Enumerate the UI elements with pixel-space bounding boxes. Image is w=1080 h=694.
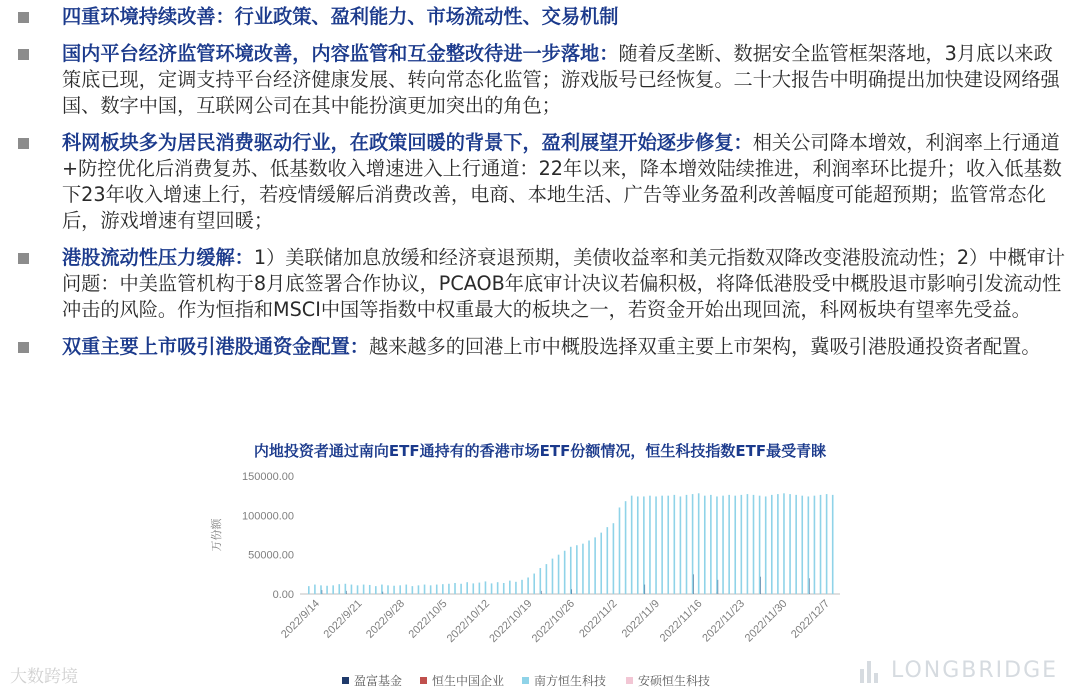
bullet-heading: 科网板块多为居民消费驱动行业，在政策回暖的背景下，盈利展望开始逐步修复： — [62, 131, 753, 154]
y-tick-label: 0.00 — [272, 589, 294, 601]
bar-nanfang-hstech — [424, 585, 426, 594]
bar-nanfang-hstech — [808, 496, 810, 594]
x-tick-label: 2022/9/28 — [364, 597, 408, 641]
bar-nanfang-hstech — [801, 496, 803, 594]
bar-nanfang-hstech — [405, 585, 407, 594]
x-tick-label: 2022/10/12 — [444, 597, 493, 646]
x-tick-label: 2022/12/7 — [789, 597, 833, 641]
legend-label: 恒生中国企业 — [432, 674, 505, 688]
bar-nanfang-hstech — [607, 527, 609, 594]
bullet-body: 随着反垄断、数据安全监管框架落地，3月底以来政策底已现，定调支持平台经济健康发展、转向常态化监管；游戏版号已经恢复。二十大报告中明确提出加快建设网络强国、数字中国，互联网公司在其中能扮演更加突出的角色； — [62, 42, 1060, 117]
bar-nanfang-hstech — [345, 584, 347, 594]
bullet-heading: 国内平台经济监管环境改善，内容监管和互金整改待进一步落地： — [62, 42, 619, 65]
bar-nanfang-hstech — [747, 494, 749, 594]
bar-nanfang-hstech — [728, 495, 730, 594]
bar-nanfang-hstech — [570, 547, 572, 594]
legend-swatch — [626, 677, 633, 684]
bar-nanfang-hstech — [820, 495, 822, 594]
bullet-heading: 双重主要上市吸引港股通资金配置： — [62, 335, 369, 358]
x-tick-label: 2022/10/26 — [529, 597, 578, 646]
bar-nanfang-hstech — [619, 507, 621, 594]
bar-nanfang-hstech — [503, 583, 505, 594]
bar-nanfang-hstech — [588, 541, 590, 594]
bar-nanfang-hstech — [515, 582, 517, 594]
x-tick-label: 2022/11/2 — [577, 597, 620, 641]
x-tick-label: 2022/11/23 — [700, 597, 748, 645]
y-axis-label: 万份额 — [210, 518, 223, 552]
bar-nanfang-hstech — [412, 586, 414, 594]
bar-nanfang-hstech — [448, 584, 450, 594]
watermark-dashuju: 大数跨境 — [10, 667, 78, 687]
bar-nanfang-hstech — [637, 496, 639, 594]
bar-nanfang-hstech — [741, 495, 743, 594]
bar-nanfang-hstech — [795, 495, 797, 594]
bar-nanfang-hstech — [710, 495, 712, 594]
watermark-longbridge-text: LONGBRIDGE — [891, 658, 1059, 683]
bar-nanfang-hstech — [576, 545, 578, 594]
bar-nanfang-hstech — [369, 585, 371, 594]
bar-nanfang-hstech — [832, 495, 834, 594]
bar-nanfang-hstech — [643, 496, 645, 594]
bar-nanfang-hstech — [454, 583, 456, 594]
bar-nanfang-hstech — [399, 585, 401, 594]
legend-label: 南方恒生科技 — [534, 674, 607, 688]
bar-nanfang-hstech — [558, 555, 560, 594]
x-tick-label: 2022/11/30 — [742, 597, 790, 645]
bar-nanfang-hstech — [497, 582, 499, 594]
bullet-body: 越来越多的回港上市中概股选择双重主要上市架构，冀吸引港股通投资者配置。 — [369, 335, 1041, 358]
bar-nanfang-hstech — [387, 585, 389, 594]
bar-nanfang-hstech — [509, 581, 511, 594]
legend-label: 安硕恒生科技 — [638, 674, 711, 688]
legend-swatch — [522, 677, 529, 684]
bar-nanfang-hstech — [722, 496, 724, 594]
bar-nanfang-hstech — [661, 496, 663, 594]
bullet-heading: 港股流动性压力缓解： — [62, 246, 254, 269]
bar-nanfang-hstech — [594, 537, 596, 594]
longbridge-logo-icon — [860, 658, 881, 683]
bar-nanfang-hstech — [667, 496, 669, 594]
bar-nanfang-hstech — [777, 494, 779, 594]
bar-nanfang-hstech — [479, 583, 481, 594]
bullet-body: 1）美联储加息放缓和经济衰退预期，美债收益率和美元指数双降改变港股流动性；2）中概审计问题：中美监管机构于8月底签署合作协议，PCAOB年底审计决议若偏积极，将降低港股受中概股退市影响引发流动性冲击的风险。作为恒指和MSCI中国等指数中权重最大的板块之一，若资金开始出现回流，科网板块有望率先受益。 — [62, 246, 1065, 321]
bar-nanfang-hstech — [472, 583, 474, 594]
legend-swatch — [342, 677, 349, 684]
bar-nanfang-hstech — [649, 496, 651, 594]
bullet-body: 相关公司降本增效，利润率上行通道+防控优化后消费复苏、低基数收入增速进入上行通道：22年以来，降本增效陆续推进，利润率环比提升；收入低基数下23年收入增速上行，若疫情缓解后消费改善，电商、本地生活、广告等业务盈利改善幅度可能超预期；监管常态化后，游戏增速有望回暖； — [62, 131, 1062, 232]
bar-nanfang-hstech — [631, 496, 633, 594]
bar-nanfang-hstech — [539, 568, 541, 594]
x-tick-label: 2022/11/9 — [619, 597, 663, 641]
bar-nanfang-hstech — [814, 496, 816, 594]
x-tick-label: 2022/10/5 — [406, 597, 450, 641]
bar-nanfang-hstech — [308, 586, 310, 594]
bar-nanfang-hstech — [789, 494, 791, 594]
bar-nanfang-hstech — [826, 494, 828, 594]
bar-nanfang-hstech — [655, 496, 657, 594]
bar-nanfang-hstech — [326, 586, 328, 594]
bullet-heading: 四重环境持续改善：行业政策、盈利能力、市场流动性、交易机制 — [62, 5, 619, 28]
y-tick-label: 50000.00 — [248, 549, 294, 562]
bar-nanfang-hstech — [546, 564, 548, 594]
bar-nanfang-hstech — [692, 494, 694, 594]
bar-nanfang-hstech — [680, 496, 682, 594]
bar-nanfang-hstech — [320, 585, 322, 594]
x-tick-label: 2022/11/16 — [657, 597, 705, 645]
bar-nanfang-hstech — [533, 574, 535, 594]
bar-nanfang-hstech — [363, 585, 365, 594]
bar-nanfang-hstech — [771, 495, 773, 594]
bar-nanfang-hstech — [351, 585, 353, 594]
bar-nanfang-hstech — [332, 585, 334, 594]
watermark-longbridge — [860, 658, 1058, 683]
bar-nanfang-hstech — [436, 585, 438, 594]
bar-nanfang-hstech — [430, 585, 432, 594]
bar-nanfang-hstech — [393, 586, 395, 594]
y-tick-label: 100000.00 — [242, 510, 294, 523]
bar-nanfang-hstech — [375, 586, 377, 594]
bar-nanfang-hstech — [357, 585, 359, 594]
y-tick-label: 150000.00 — [242, 471, 294, 483]
bar-nanfang-hstech — [381, 585, 383, 594]
chart-title: 内地投资者通过南向ETF通持有的香港市场ETF份额情况，恒生科技指数ETF最受青睐 — [253, 442, 827, 460]
bar-nanfang-hstech — [552, 559, 554, 594]
bar-nanfang-hstech — [759, 496, 761, 594]
bar-nanfang-hstech — [674, 495, 676, 594]
x-tick-label: 2022/9/21 — [321, 597, 365, 641]
legend-swatch — [420, 677, 427, 684]
bar-nanfang-hstech — [600, 533, 602, 594]
bar-nanfang-hstech — [686, 495, 688, 594]
bar-nanfang-hstech — [491, 583, 493, 594]
x-tick-label: 2022/10/19 — [487, 597, 535, 646]
bar-nanfang-hstech — [716, 496, 718, 594]
bar-nanfang-hstech — [485, 581, 487, 594]
bar-nanfang-hstech — [613, 523, 615, 594]
bar-nanfang-hstech — [564, 551, 566, 594]
bar-nanfang-hstech — [442, 584, 444, 594]
bar-nanfang-hstech — [338, 584, 340, 594]
x-tick-label: 2022/9/14 — [279, 597, 323, 641]
bar-nanfang-hstech — [418, 585, 420, 594]
bar-nanfang-hstech — [753, 495, 755, 594]
bar-nanfang-hstech — [765, 496, 767, 594]
bar-nanfang-hstech — [625, 501, 627, 594]
bar-nanfang-hstech — [582, 544, 584, 594]
bar-nanfang-hstech — [734, 496, 736, 594]
bar-nanfang-hstech — [704, 496, 706, 594]
bar-nanfang-hstech — [314, 585, 316, 594]
bar-nanfang-hstech — [460, 584, 462, 594]
legend-label: 盈富基金 — [354, 674, 403, 688]
bar-nanfang-hstech — [783, 493, 785, 594]
bar-nanfang-hstech — [527, 577, 529, 594]
bar-nanfang-hstech — [521, 580, 523, 594]
bar-nanfang-hstech — [466, 582, 468, 594]
bar-nanfang-hstech — [698, 493, 700, 594]
